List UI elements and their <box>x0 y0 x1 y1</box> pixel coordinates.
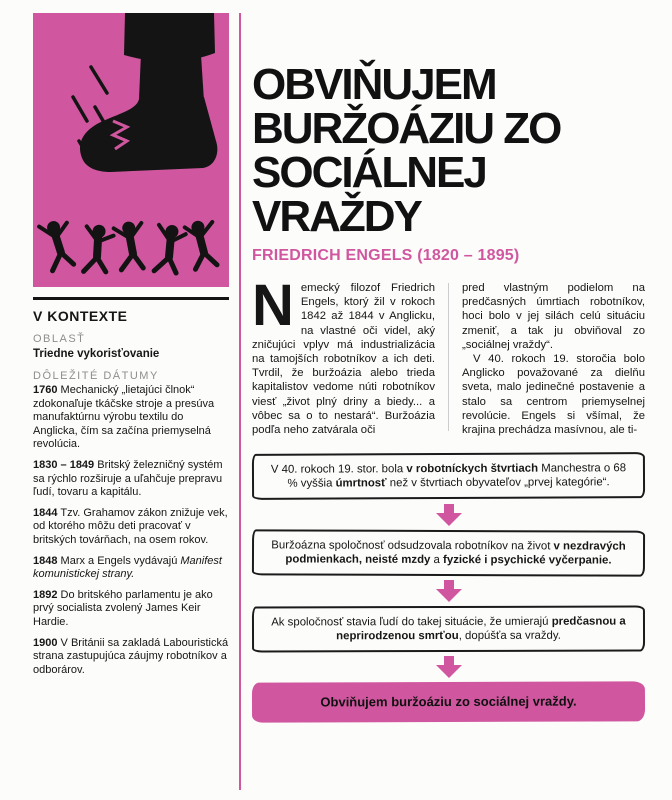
date-year: 1760 <box>33 384 58 396</box>
article-title <box>252 60 645 241</box>
boot-illustration-svg <box>33 13 229 287</box>
date-year: 1844 <box>33 506 58 519</box>
area-value: Triedne vykorisťovanie <box>33 348 160 360</box>
boot-icon <box>80 13 217 172</box>
flow-box-2 <box>252 529 645 577</box>
text-column-2 <box>462 281 645 437</box>
date-entry-1830-1849 <box>33 459 229 500</box>
context-heading: V KONTEXTE <box>33 308 128 324</box>
dates-label: DÔLEŽITÉ DÁTUMY <box>33 370 159 382</box>
flow-conclusion: Obviňujem buržoáziu zo sociálnej vraždy. <box>252 682 645 724</box>
flow-text: Manchestra o 68 % vyššia <box>287 462 627 491</box>
column-divider <box>448 283 449 431</box>
flow-text: V 40. rokoch 19. stor. bola <box>270 463 407 477</box>
flow-box-1 <box>252 452 645 500</box>
date-text: Mechanický „lietajúci člnok“ zdokonaľuje tkáčske stroje a presúva manufaktúrnu výrobu textilu do Anglicka, čím sa začína priemyselná revolúcia. <box>33 384 215 451</box>
date-year: 1892 <box>33 588 58 601</box>
flow-text: v robotníckych štvrtiach <box>406 462 539 476</box>
dropcap: N <box>252 273 294 338</box>
flow-text: predčasnou a neprirodzenou smrťou <box>336 615 626 643</box>
date-text: Britský železničný systém sa rýchlo rozširuje a uľahčuje prepravu ľudí, tovaru a kapitálu. <box>33 458 223 499</box>
down-arrow-icon <box>434 656 464 678</box>
date-entry-1892 <box>33 589 229 630</box>
date-entry-1844 <box>33 507 229 548</box>
date-text: Do britského parlamentu je ako prvý socialista zvolený James Keir Hardie. <box>33 588 213 628</box>
flow-text: v nezdravých podmienkach, neisté mzdy <box>285 540 626 566</box>
flow-text: úmrtnosť <box>335 477 387 490</box>
flow-text: Buržoázna spoločnosť odsudzovala robotníkov na život <box>271 539 554 553</box>
article-body <box>252 273 645 437</box>
title-line-1: OBVIŇUJEM <box>252 60 496 109</box>
title-line-2: BURŽOÁZIU ZO <box>252 104 561 153</box>
context-panel <box>33 297 229 677</box>
flow-text: než v štvrtiach obyvateľov „prvej kategórie“. <box>386 476 610 490</box>
date-entry-1848 <box>33 555 229 582</box>
flow-text: , dopúšťa sa vraždy. <box>458 629 561 643</box>
date-entry-1900 <box>33 637 229 678</box>
left-sidebar <box>33 13 229 684</box>
area-label: OBLASŤ <box>33 333 86 345</box>
column-2-paragraph-2: V 40. rokoch 19. storočia bolo Anglicko považované za dielňu sveta, malo jedinečné postavenie a stalo sa centrom priemyselnej revolúcie. Engels si všímal, že krajina prechádza masívnou, ale ti- <box>462 353 645 437</box>
date-year: 1900 <box>33 636 58 649</box>
date-text: Marx a Engels vydávajú <box>60 554 178 567</box>
column-1-text: emecký filozof Friedrich Engels, ktorý žil v rokoch 1842 až 1844 v Anglicku, na vlastné oči videl, aký zničujúci vplyv má industrializácia na tamojších robotníkov a ich deti. Tvrdil, že buržoázia alebo trieda kapitalistov vedome núti robotníkov viesť „život plný driny a biedy... a vôbec sa o to nestará“. Buržoázia podľa neho zatvárala oči <box>252 282 435 437</box>
flow-text: fyzické i psychické vyčerpanie. <box>443 553 612 567</box>
boot-stomp-illustration <box>33 13 229 287</box>
date-year: 1830 – 1849 <box>33 458 95 471</box>
main-article <box>252 13 645 723</box>
flow-box-3 <box>252 606 645 653</box>
date-work-title: Manifest komunistickej strany. <box>33 554 222 581</box>
vertical-divider <box>239 13 241 790</box>
flow-diagram <box>252 453 645 722</box>
date-text: Tzv. Grahamov zákon znižuje vek, od ktorého môžu deti pracovať v britských továrňach, na osem rokov. <box>33 506 228 546</box>
fleeing-people-icon <box>39 219 220 276</box>
column-2-paragraph-1: pred vlastným podielom na predčasných úmrtiach robotníkov, hoci bolo v jej silách celú situáciu zmeniť, a tak ju obviňoval zo „sociálnej vraždy“. <box>462 282 645 351</box>
flow-text: Ak spoločnosť stavia ľudí do takej situácie, že umierajú <box>271 615 552 629</box>
text-column-1 <box>252 273 435 437</box>
date-text: V Británii sa zakladá Labouristická strana zastupujúca záujmy robotníkov a odborárov. <box>33 636 229 676</box>
date-year: 1848 <box>33 554 58 567</box>
down-arrow-icon <box>434 580 464 602</box>
title-line-3: SOCIÁLNEJ VRAŽDY <box>252 148 486 241</box>
date-entry-1760 <box>33 384 229 452</box>
flow-text: a <box>430 553 444 566</box>
down-arrow-icon <box>434 504 464 526</box>
article-author: FRIEDRICH ENGELS (1820 – 1895) <box>252 247 520 264</box>
